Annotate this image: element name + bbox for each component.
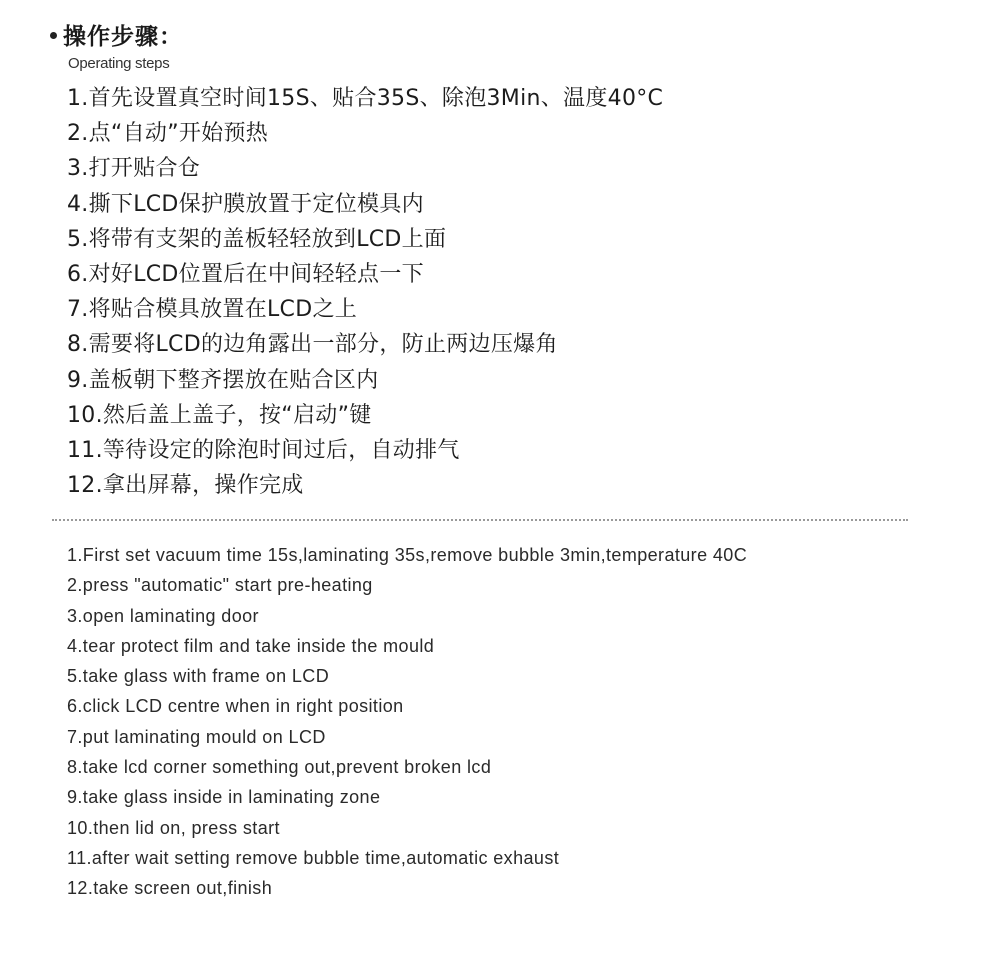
list-item: 8.需要将LCD的边角露出一部分，防止两边压爆角: [67, 332, 558, 358]
list-item: 11.after wait setting remove bubble time,automatic exhaust: [67, 847, 560, 868]
english-steps-list: [67, 540, 747, 904]
list-item: 3.打开贴合仓: [67, 156, 201, 182]
list-item: 7.将贴合模具放置在LCD之上: [67, 297, 358, 323]
list-item: 6.对好LCD位置后在中间轻轻点一下: [67, 262, 424, 288]
section-title: 操作步骤：: [63, 24, 183, 50]
bullet-icon: [50, 32, 57, 39]
list-item: 8.take lcd corner something out,prevent broken lcd: [67, 757, 492, 778]
list-item: 10.then lid on, press start: [67, 817, 280, 838]
list-item: 5.take glass with frame on LCD: [67, 666, 330, 687]
list-item: 5.将带有支架的盖板轻轻放到LCD上面: [67, 226, 447, 252]
list-item: 1.首先设置真空时间15S、贴合35S、除泡3Min、温度40°C: [67, 86, 664, 111]
title-row: [50, 18, 183, 51]
list-item: 7.put laminating mould on LCD: [67, 726, 326, 747]
list-item: 4.tear protect film and take inside the mould: [67, 635, 435, 656]
list-item: 4.撕下LCD保护膜放置于定位模具内: [67, 191, 424, 217]
list-item: 3.open laminating door: [67, 605, 259, 626]
dotted-divider: [52, 519, 908, 521]
list-item: 2.press "automatic" start pre-heating: [67, 575, 373, 596]
section-subtitle: Operating steps: [68, 55, 170, 72]
list-item: 10.然后盖上盖子，按“启动”键: [67, 402, 372, 428]
list-item: 9.take glass inside in laminating zone: [67, 787, 381, 808]
list-item: 12.take screen out,finish: [67, 878, 273, 899]
list-item: 1.First set vacuum time 15s,laminating 35s,remove bubble 3min,temperature 40C: [67, 545, 748, 565]
section-header: [50, 18, 183, 72]
list-item: 2.点“自动”开始预热: [67, 121, 269, 147]
chinese-steps-list: [67, 81, 663, 503]
list-item: 11.等待设定的除泡时间过后，自动排气: [67, 438, 460, 464]
list-item: 12.拿出屏幕，操作完成: [67, 473, 304, 499]
list-item: 6.click LCD centre when in right position: [67, 696, 404, 717]
list-item: 9.盖板朝下整齐摆放在贴合区内: [67, 367, 379, 393]
